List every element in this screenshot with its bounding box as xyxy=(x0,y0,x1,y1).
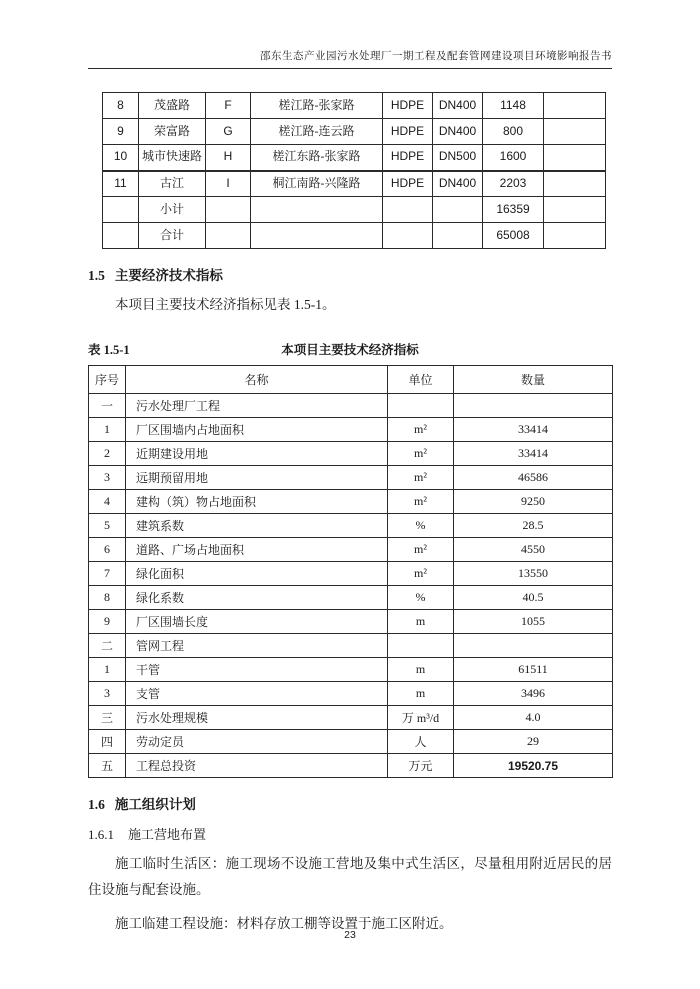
paragraph-temporary-facilities: 施工临建工程设施：材料存放工棚等设置于施工区附近。 xyxy=(115,916,453,931)
cell-road: 城市快速路 xyxy=(139,145,206,171)
cell-unit: m xyxy=(388,610,454,634)
cell-road: 茂盛路 xyxy=(139,93,206,119)
cell-name: 近期建设用地 xyxy=(126,442,388,466)
cell-name: 工程总投资 xyxy=(126,754,388,778)
cell-range: 槎江路-连云路 xyxy=(251,119,383,145)
cell-range: 槎江东路-张家路 xyxy=(251,145,383,171)
cell-quantity: 46586 xyxy=(454,466,613,490)
cell-remark xyxy=(544,197,606,223)
header-quantity: 数量 xyxy=(454,366,613,394)
cell-road: 古江 xyxy=(139,171,206,197)
cell-material: HDPE xyxy=(383,171,433,197)
section-number: 1.5 xyxy=(88,268,105,283)
cell-unit: 人 xyxy=(388,730,454,754)
table-row-subtotal xyxy=(103,197,606,223)
cell-unit: m² xyxy=(388,490,454,514)
table-row xyxy=(89,442,613,466)
page-number: 23 xyxy=(344,929,356,941)
cell-unit: % xyxy=(388,586,454,610)
header-name: 名称 xyxy=(126,366,388,394)
cell-code: F xyxy=(206,93,251,119)
cell-name: 建筑系数 xyxy=(126,514,388,538)
cell-quantity: 9250 xyxy=(454,490,613,514)
cell-name: 劳动定员 xyxy=(126,730,388,754)
cell-diameter: DN500 xyxy=(433,145,483,171)
cell-quantity xyxy=(454,634,613,658)
cell-quantity: 40.5 xyxy=(454,586,613,610)
paragraph-1-5-intro: 本项目主要技术经济指标见表 1.5-1。 xyxy=(115,297,336,312)
cell-seq: 3 xyxy=(89,682,126,706)
header-seq: 序号 xyxy=(89,366,126,394)
cell-seq xyxy=(103,223,139,249)
cell-length: 65008 xyxy=(483,223,544,249)
cell-seq: 9 xyxy=(89,610,126,634)
header-unit: 单位 xyxy=(388,366,454,394)
table-row xyxy=(103,171,606,197)
cell-seq: 10 xyxy=(103,145,139,171)
table-row xyxy=(89,538,613,562)
cell-seq: 8 xyxy=(103,93,139,119)
table-row xyxy=(103,93,606,119)
cell-seq: 五 xyxy=(89,754,126,778)
table-row xyxy=(89,490,613,514)
cell-seq: 8 xyxy=(89,586,126,610)
table-title: 本项目主要技术经济指标 xyxy=(281,343,419,357)
cell-name: 厂区围墙内占地面积 xyxy=(126,418,388,442)
cell-unit: m² xyxy=(388,418,454,442)
cell-quantity: 3496 xyxy=(454,682,613,706)
table-row xyxy=(89,394,613,418)
cell-unit: 万元 xyxy=(388,754,454,778)
table-row xyxy=(103,145,606,171)
cell-unit: m² xyxy=(388,466,454,490)
cell-name: 远期预留用地 xyxy=(126,466,388,490)
cell-diameter xyxy=(433,223,483,249)
table-row xyxy=(89,610,613,634)
pipe-network-continuation-table xyxy=(102,92,606,249)
cell-seq: 5 xyxy=(89,514,126,538)
cell-road: 荣富路 xyxy=(139,119,206,145)
cell-name: 支管 xyxy=(126,682,388,706)
cell-name: 厂区围墙长度 xyxy=(126,610,388,634)
cell-material: HDPE xyxy=(383,119,433,145)
cell-quantity: 4550 xyxy=(454,538,613,562)
cell-range xyxy=(251,197,383,223)
paragraph-living-area: 施工临时生活区：施工现场不设施工营地及集中式生活区，尽量租用附近居民的居住设施与配套设施。 xyxy=(88,856,612,897)
cell-code: H xyxy=(206,145,251,171)
cell-quantity: 61511 xyxy=(454,658,613,682)
cell-unit xyxy=(388,394,454,418)
cell-seq: 1 xyxy=(89,658,126,682)
cell-unit xyxy=(388,634,454,658)
cell-quantity xyxy=(454,394,613,418)
section-heading-1-6 xyxy=(88,793,612,813)
table-row xyxy=(89,682,613,706)
table-row xyxy=(89,586,613,610)
cell-remark xyxy=(544,93,606,119)
table-row xyxy=(103,119,606,145)
cell-diameter: DN400 xyxy=(433,119,483,145)
cell-quantity: 1055 xyxy=(454,610,613,634)
cell-name: 建构（筑）物占地面积 xyxy=(126,490,388,514)
cell-seq xyxy=(103,197,139,223)
report-title: 邵东生态产业园污水处理厂一期工程及配套管网建设项目环境影响报告书 xyxy=(260,51,612,62)
cell-unit: m xyxy=(388,658,454,682)
table-row-total xyxy=(103,223,606,249)
cell-seq: 四 xyxy=(89,730,126,754)
subsection-number: 1.6.1 xyxy=(88,827,114,842)
cell-range: 桐江南路-兴隆路 xyxy=(251,171,383,197)
cell-remark xyxy=(544,223,606,249)
cell-range xyxy=(251,223,383,249)
cell-material xyxy=(383,223,433,249)
section-heading-1-5 xyxy=(88,264,612,284)
table-header-row xyxy=(89,366,613,394)
cell-seq: 2 xyxy=(89,442,126,466)
cell-code xyxy=(206,223,251,249)
subsection-heading-1-6-1 xyxy=(88,824,612,843)
cell-material: HDPE xyxy=(383,93,433,119)
table-row xyxy=(89,514,613,538)
cell-code: I xyxy=(206,171,251,197)
running-header xyxy=(88,0,612,69)
cell-seq: 11 xyxy=(103,171,139,197)
table-row xyxy=(89,418,613,442)
cell-seq: 4 xyxy=(89,490,126,514)
cell-range: 槎江路-张家路 xyxy=(251,93,383,119)
cell-unit: m² xyxy=(388,538,454,562)
cell-name: 干管 xyxy=(126,658,388,682)
cell-seq: 一 xyxy=(89,394,126,418)
cell-diameter: DN400 xyxy=(433,171,483,197)
cell-unit: % xyxy=(388,514,454,538)
cell-name: 污水处理规模 xyxy=(126,706,388,730)
cell-seq: 1 xyxy=(89,418,126,442)
table-1-5-1-caption xyxy=(88,340,612,358)
cell-quantity: 28.5 xyxy=(454,514,613,538)
subsection-title: 施工营地布置 xyxy=(128,827,207,842)
cell-seq: 3 xyxy=(89,466,126,490)
cell-diameter: DN400 xyxy=(433,93,483,119)
cell-quantity: 33414 xyxy=(454,442,613,466)
cell-length: 2203 xyxy=(483,171,544,197)
cell-unit: m² xyxy=(388,562,454,586)
cell-name: 道路、广场占地面积 xyxy=(126,538,388,562)
cell-length: 1600 xyxy=(483,145,544,171)
cell-seq: 7 xyxy=(89,562,126,586)
cell-unit: m xyxy=(388,682,454,706)
cell-unit: 万 m³/d xyxy=(388,706,454,730)
page-content xyxy=(88,0,612,937)
cell-material xyxy=(383,197,433,223)
cell-material: HDPE xyxy=(383,145,433,171)
section-number: 1.6 xyxy=(88,797,105,812)
economic-indicator-table xyxy=(88,365,613,778)
cell-code xyxy=(206,197,251,223)
cell-remark xyxy=(544,171,606,197)
cell-quantity: 13550 xyxy=(454,562,613,586)
cell-remark xyxy=(544,145,606,171)
cell-unit: m² xyxy=(388,442,454,466)
cell-name: 管网工程 xyxy=(126,634,388,658)
table-row xyxy=(89,730,613,754)
section-title: 主要经济技术指标 xyxy=(114,268,223,283)
cell-name: 绿化面积 xyxy=(126,562,388,586)
cell-road: 小计 xyxy=(139,197,206,223)
cell-length: 1148 xyxy=(483,93,544,119)
table-row xyxy=(89,562,613,586)
table-label: 表 1.5-1 xyxy=(88,343,130,357)
cell-quantity: 19520.75 xyxy=(454,754,613,778)
cell-length: 16359 xyxy=(483,197,544,223)
cell-length: 800 xyxy=(483,119,544,145)
cell-quantity: 4.0 xyxy=(454,706,613,730)
table-row xyxy=(89,634,613,658)
cell-name: 污水处理厂工程 xyxy=(126,394,388,418)
cell-road: 合计 xyxy=(139,223,206,249)
table-row xyxy=(89,706,613,730)
cell-quantity: 33414 xyxy=(454,418,613,442)
table-row xyxy=(89,466,613,490)
section-title: 施工组织计划 xyxy=(114,797,196,812)
cell-quantity: 29 xyxy=(454,730,613,754)
cell-diameter xyxy=(433,197,483,223)
table-row-total-investment xyxy=(89,754,613,778)
cell-seq: 二 xyxy=(89,634,126,658)
cell-seq: 三 xyxy=(89,706,126,730)
cell-seq: 9 xyxy=(103,119,139,145)
cell-name: 绿化系数 xyxy=(126,586,388,610)
cell-code: G xyxy=(206,119,251,145)
cell-remark xyxy=(544,119,606,145)
table-row xyxy=(89,658,613,682)
cell-seq: 6 xyxy=(89,538,126,562)
